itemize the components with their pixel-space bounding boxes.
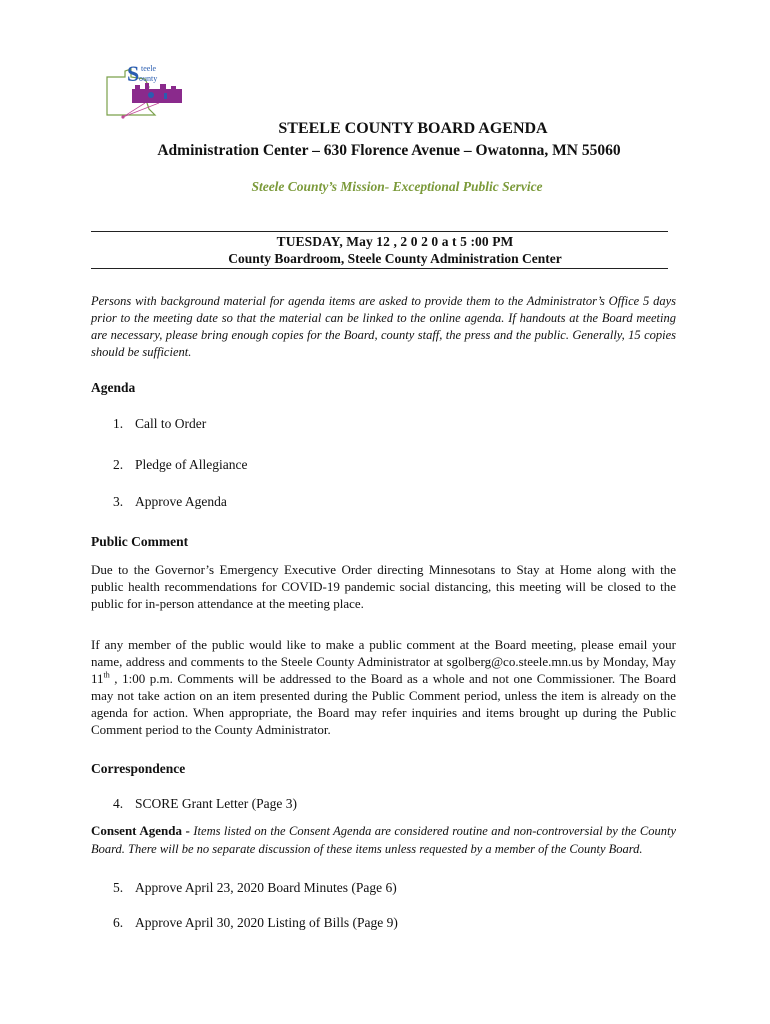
- correspondence-heading: Correspondence: [91, 761, 186, 776]
- logo-text-1: teele: [141, 64, 157, 73]
- divider-bottom: [91, 268, 668, 269]
- steele-county-logo-icon: [105, 57, 185, 129]
- agenda-item: 2. Pledge of Allegiance: [113, 457, 248, 472]
- county-logo: [105, 57, 185, 129]
- logo-text-2: ounty: [139, 74, 158, 83]
- mission-statement: Steele County’s Mission- Exceptional Public Service: [251, 179, 543, 194]
- logo-letter: S: [127, 61, 140, 86]
- agenda-heading: Agenda: [91, 380, 136, 395]
- consent-agenda-intro: Consent Agenda - Items listed on the Consent Agenda are considered routine and non-controversial by the County Board. There will be no separate discussion of these items unless requested by a member of the County Board.: [91, 823, 676, 856]
- page-title: STEELE COUNTY BOARD AGENDA: [278, 120, 548, 137]
- consent-item: 5. Approve April 23, 2020 Board Minutes (Page 6): [113, 880, 397, 895]
- public-comment-instructions: If any member of the public would like to make a public comment at the Board meeting, please email your name, address and comments to the Steele County Administrator at sgolberg@co.steele.mn.us by Monday, May 11th , 1:00 p.m. Comments will be addressed to the Board as a whole and not one Commissioner. The Board may not take action on an item presented during the Public Comment period, unless the item is already on the agenda for action. When appropriate, the Board may refer inquiries and items brought up during the Public Comment period to the County Administrator.: [91, 637, 676, 737]
- meeting-location: County Boardroom, Steele County Administration Center: [228, 251, 562, 266]
- public-comment-heading: Public Comment: [91, 534, 189, 549]
- handout-notice: Persons with background material for agenda items are asked to provide them to the Administrator’s Office 5 days prior to the meeting date so that the material can be linked to the online agenda. If handouts at the Board meeting are necessary, please bring enough copies for the Board, county staff, the press and the public. Generally, 15 copies should be sufficient.: [91, 294, 676, 359]
- address-line: Administration Center – 630 Florence Avenue – Owatonna, MN 55060: [157, 142, 621, 159]
- agenda-item: 1. Call to Order: [113, 416, 207, 431]
- meeting-date: TUESDAY, May 12 , 2 0 2 0 a t 5 :00 PM: [276, 234, 514, 249]
- correspondence-item: 4. SCORE Grant Letter (Page 3): [113, 796, 297, 811]
- consent-item: 6. Approve April 30, 2020 Listing of Bills (Page 9): [113, 915, 398, 930]
- consent-agenda-heading: Consent Agenda -: [91, 823, 190, 838]
- agenda-item: 3. Approve Agenda: [113, 494, 227, 509]
- divider-top: [91, 231, 668, 232]
- public-comment-paragraph: Due to the Governor’s Emergency Executive Order directing Minnesotans to Stay at Home along with the public health recommendations for COVID-19 pandemic social distancing, this meeting will be closed to the public for in-person attendance at the meeting place.: [91, 562, 676, 611]
